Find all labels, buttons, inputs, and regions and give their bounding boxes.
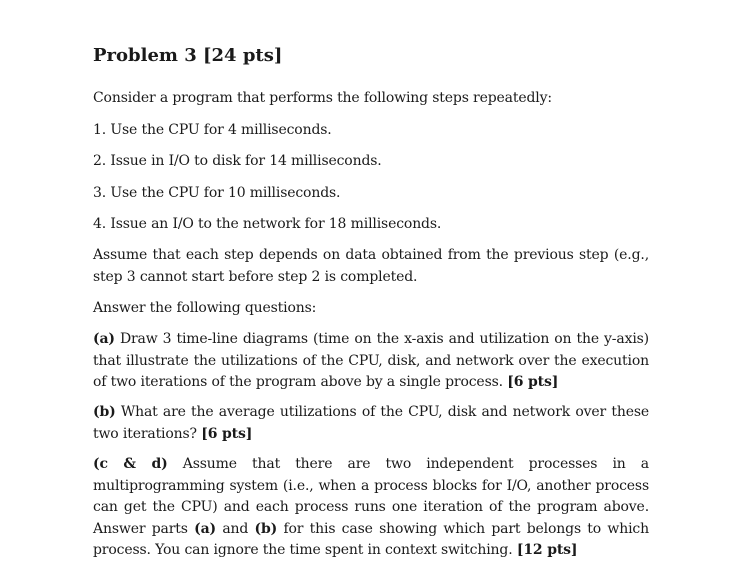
- question-b: [93, 402, 649, 445]
- step-2: 2. Issue in I/O to disk for 14 milliseconds.: [93, 153, 382, 169]
- question-a-text: Draw 3 time-line diagrams (time on the x-axis and utilization on the y-axis) that illustrate the utilizations of the CPU, disk, and network over the execution of two iterations of the program above by a single process.: [93, 331, 649, 390]
- assumption-text: Assume that each step depends on data obtained from the previous step (e.g., step 3 cannot start before step 2 is completed.: [93, 247, 649, 285]
- question-cd-ref-b: (b): [254, 520, 278, 537]
- question-cd-label: (c & d): [93, 456, 168, 472]
- question-c-d: [93, 454, 649, 562]
- question-b-points: [6 pts]: [201, 425, 253, 442]
- question-b-label: (b): [93, 404, 116, 420]
- answer-prompt: Answer the following questions:: [93, 300, 317, 316]
- question-a-label: (a): [93, 331, 115, 347]
- question-a-points: [6 pts]: [507, 374, 559, 390]
- step-3: 3. Use the CPU for 10 milliseconds.: [93, 185, 341, 201]
- question-b-text: What are the average utilizations of the CPU, disk and network over these two iterations?: [93, 404, 649, 442]
- question-cd-points: [12 pts]: [516, 542, 578, 558]
- question-a: [93, 329, 649, 394]
- question-cd-text-mid: and: [215, 520, 255, 537]
- question-cd-text-before: Assume that there are two independent processes in a multiprogramming system (i.e., when a process blocks for I/O, another process can get the CPU) and each process runs one iteration of the program above. Answer parts: [93, 456, 649, 537]
- question-cd-ref-a: (a): [194, 520, 216, 537]
- step-4: 4. Issue an I/O to the network for 18 milliseconds.: [93, 216, 442, 232]
- intro-text: Consider a program that performs the following steps repeatedly:: [93, 90, 552, 106]
- problem-title: Problem 3 [24 pts]: [93, 45, 283, 66]
- step-1: 1. Use the CPU for 4 milliseconds.: [93, 122, 332, 138]
- question-cd-text-after: for this case showing which part belongs to which process. You can ignore the time spent in context switching.: [93, 520, 649, 558]
